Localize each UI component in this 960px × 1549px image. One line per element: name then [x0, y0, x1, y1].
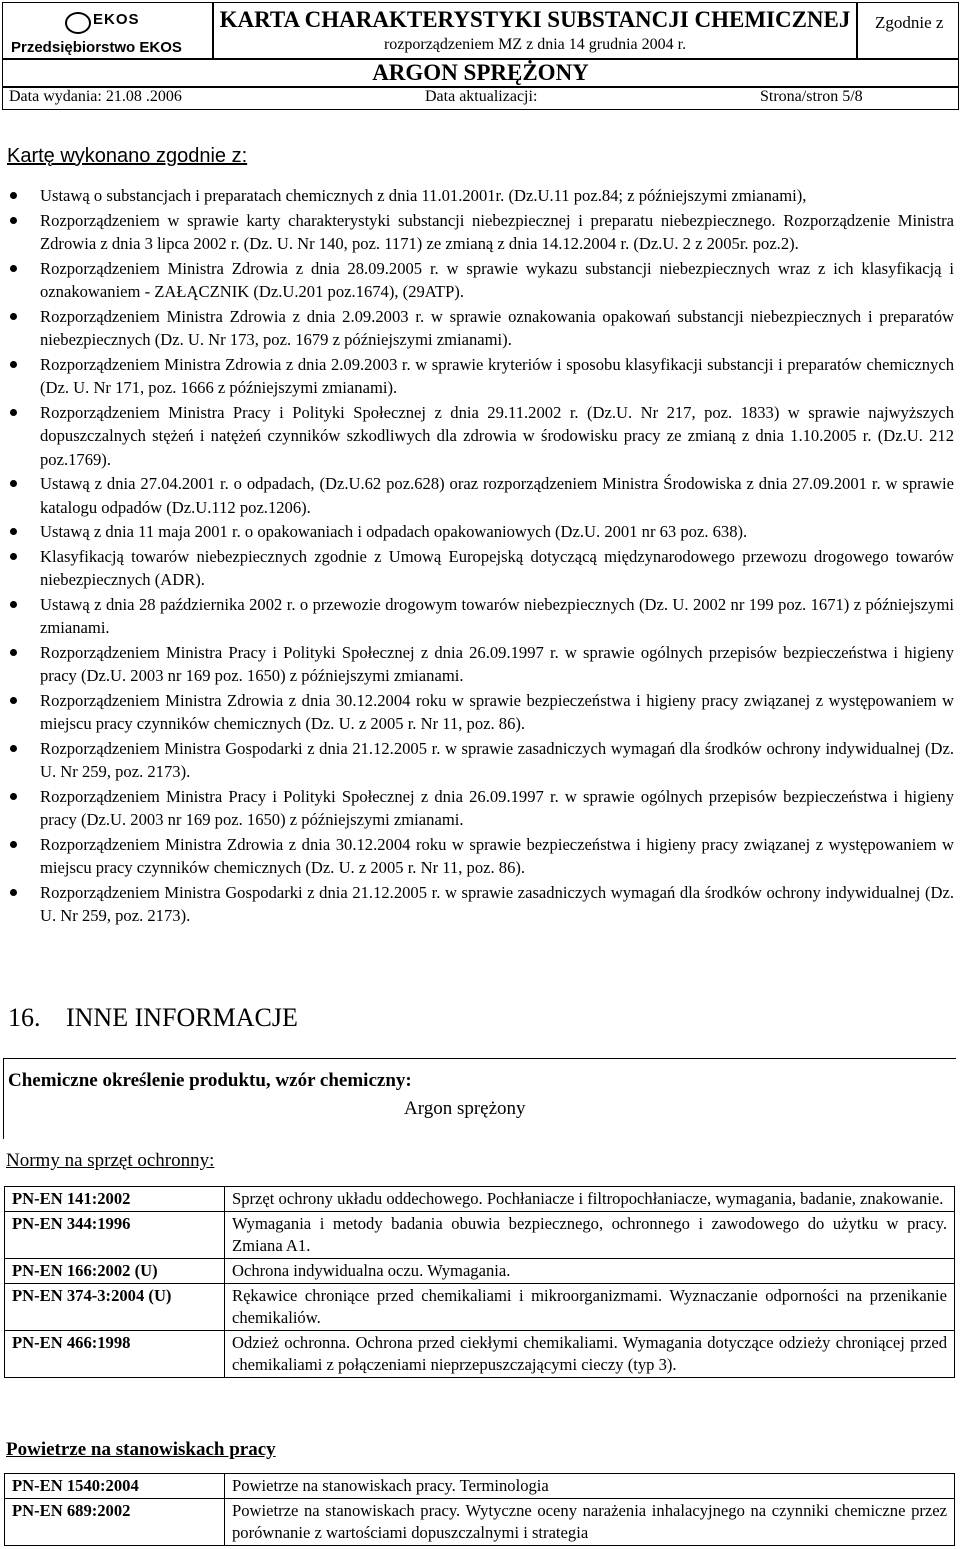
section-title: INNE INFORMACJE: [66, 1003, 298, 1032]
compliance-cell: [856, 2, 959, 60]
legal-basis-text: Rozporządzeniem Ministra Pracy i Polityki Społecznej z dnia 26.09.1997 r. w sprawie ogólnych przepisów bezpieczeństwa i higieny pracy (Dz.U. 2003 nr 169 poz. 1650) z późniejszymi zmianami.: [40, 786, 954, 829]
chemical-identification-label: Chemiczne określenie produktu, wzór chemiczny:: [8, 1070, 412, 1091]
legal-basis-item: [0, 353, 960, 400]
legal-basis-item: [0, 184, 960, 208]
legal-basis-item: [0, 785, 960, 832]
meta-row: [2, 86, 959, 110]
bullet-icon: [10, 480, 17, 487]
bullet-icon: [10, 217, 17, 224]
bullet-icon: [10, 409, 17, 416]
compliance-text: Zgodnie z: [875, 13, 944, 32]
bullet-icon: [10, 793, 17, 800]
workplace-air-heading: Powietrze na stanowiskach pracy: [6, 1439, 276, 1460]
norm-description: Wymagania i metody badania obuwia bezpiecznego, ochronnego i zawodowego do użytku w pracy. Zmiana A1.: [225, 1212, 955, 1259]
bullet-icon: [10, 192, 17, 199]
legal-basis-item: [0, 305, 960, 352]
norm-code: PN-EN 466:1998: [5, 1331, 225, 1378]
bullet-icon: [10, 697, 17, 704]
bullet-icon: [10, 265, 17, 272]
document-title: KARTA CHARAKTERYSTYKI SUBSTANCJI CHEMICZNEJ: [219, 7, 851, 32]
ekos-logo: [65, 9, 143, 33]
company-name: Przedsiębiorstwo EKOS: [11, 39, 182, 56]
logo-text: EKOS: [93, 11, 140, 28]
protective-norms-heading: Normy na sprzęt ochronny:: [6, 1150, 215, 1171]
legal-basis-text: Rozporządzeniem Ministra Zdrowia z dnia 30.12.2004 roku w sprawie bezpieczeństwa i higieny pracy związanej z występowaniem w miejscu pracy czynników chemicznych (Dz. U. z 2005 r. Nr 11, poz. 86).: [40, 690, 954, 733]
legal-basis-item: [0, 209, 960, 256]
norm-description: Odzież ochronna. Ochrona przed ciekłymi chemikaliami. Wymagania dotyczące odzieży chroniącej przed chemikaliami z połączeniami nieprzepuszczającymi cieczy (typ 3).: [225, 1331, 955, 1378]
norm-description: Sprzęt ochrony układu oddechowego. Pochłaniacze i filtropochłaniacze, wymagania, badanie, znakowanie.: [225, 1187, 955, 1212]
legal-basis-item: [0, 689, 960, 736]
legal-basis-item: [0, 593, 960, 640]
norm-description: Rękawice chroniące przed chemikaliami i mikroorganizmami. Wyznaczanie odporności na przenikanie chemikaliów.: [225, 1284, 955, 1331]
norm-code: PN-EN 166:2002 (U): [5, 1259, 225, 1284]
page-number: Strona/stron 5/8: [760, 88, 863, 105]
section-number: 16.: [8, 1003, 41, 1032]
norm-row: [5, 1284, 955, 1331]
norm-row: [5, 1331, 955, 1378]
legal-basis-text: Klasyfikacją towarów niebezpiecznych zgodnie z Umową Europejską dotyczącą międzynarodowego przewozu drogowego towarów niebezpiecznych (ADR).: [40, 546, 954, 589]
workplace-air-table: [4, 1473, 955, 1546]
legal-basis-item: [0, 545, 960, 592]
legal-basis-text: Rozporządzeniem Ministra Zdrowia z dnia 2.09.2003 r. w sprawie oznakowania opakowań substancji niebezpiecznych i preparatów niebezpiecznych (Dz. U. Nr 173, poz. 1679 z późniejszymi zmianami).: [40, 306, 954, 349]
norm-description: Powietrze na stanowiskach pracy. Terminologia: [225, 1474, 955, 1499]
norm-code: PN-EN 689:2002: [5, 1499, 225, 1546]
product-name: ARGON SPRĘŻONY: [372, 60, 589, 85]
norm-code: PN-EN 374-3:2004 (U): [5, 1284, 225, 1331]
document-subtitle: rozporządzeniem MZ z dnia 14 grudnia 2004 r.: [383, 36, 687, 53]
section-16-heading: [8, 1003, 298, 1033]
legal-basis-text: Ustawą z dnia 11 maja 2001 r. o opakowaniach i odpadach opakowaniowych (Dz.U. 2001 nr 63 poz. 638).: [40, 522, 748, 541]
update-date: Data aktualizacji:: [425, 88, 538, 105]
legal-basis-text: Rozporządzeniem Ministra Pracy i Polityki Społecznej z dnia 26.09.1997 r. w sprawie ogólnych przepisów bezpieczeństwa i higieny pracy (Dz.U. 2003 nr 169 poz. 1650) z późniejszymi zmianami.: [40, 642, 954, 685]
norm-description: Ochrona indywidualna oczu. Wymagania.: [225, 1259, 955, 1284]
air-norm-row: [5, 1499, 955, 1546]
legal-basis-text: Ustawą z dnia 27.04.2001 r. o odpadach, (Dz.U.62 poz.628) oraz rozporządzeniem Ministra Środowiska z dnia 27.09.2001 r. w sprawie katalogu odpadów (Dz.U.112 poz.1206).: [40, 474, 954, 517]
bullet-icon: [10, 889, 17, 896]
product-cell: [2, 58, 959, 88]
norm-code: PN-EN 344:1996: [5, 1212, 225, 1259]
legal-basis-item: [0, 401, 960, 472]
title-cell: [212, 2, 858, 60]
company-cell: [2, 2, 214, 60]
bullet-icon: [10, 649, 17, 656]
norm-description: Powietrze na stanowiskach pracy. Wytyczne oceny narażenia inhalacyjnego na czynniki chemiczne przez porównanie z wartościami dopuszczalnymi i strategia: [225, 1499, 955, 1546]
legal-basis-item: [0, 737, 960, 784]
legal-basis-heading: Kartę wykonano zgodnie z:: [7, 145, 248, 167]
bullet-icon: [10, 745, 17, 752]
bullet-icon: [10, 528, 17, 535]
chemical-identification-value: Argon sprężony: [404, 1098, 526, 1119]
bullet-icon: [10, 601, 17, 608]
document-header: [0, 0, 960, 110]
norm-code: PN-EN 141:2002: [5, 1187, 225, 1212]
logo-oval-icon: [65, 12, 91, 34]
legal-basis-item: [0, 641, 960, 688]
norm-row: [5, 1212, 955, 1259]
bullet-icon: [10, 841, 17, 848]
protective-norms-table: [4, 1186, 955, 1378]
bullet-icon: [10, 313, 17, 320]
legal-basis-item: [0, 520, 960, 544]
bullet-icon: [10, 553, 17, 560]
legal-basis-item: [0, 257, 960, 304]
norm-row: [5, 1187, 955, 1212]
legal-basis-item: [0, 833, 960, 880]
legal-basis-list: [0, 184, 960, 929]
legal-basis-item: [0, 881, 960, 928]
legal-basis-text: Rozporządzeniem Ministra Zdrowia z dnia 30.12.2004 roku w sprawie bezpieczeństwa i higieny pracy związanej z występowaniem w miejscu pracy czynników chemicznych (Dz. U. z 2005 r. Nr 11, poz. 86).: [40, 834, 954, 877]
norm-row: [5, 1259, 955, 1284]
legal-basis-text: Ustawą z dnia 28 października 2002 r. o przewozie drogowym towarów niebezpiecznych (Dz. U. 2002 nr 199 poz. 1671) z późniejszymi zmianami.: [40, 594, 954, 637]
bullet-icon: [10, 361, 17, 368]
legal-basis-text: Rozporządzeniem Ministra Gospodarki z dnia 21.12.2005 r. w sprawie zasadniczych wymagań dla środków ochrony indywidualnej (Dz. U. Nr 259, poz. 2173).: [40, 738, 954, 781]
legal-basis-item: [0, 472, 960, 519]
legal-basis-text: Rozporządzeniem w sprawie karty charakterystyki substancji niebezpiecznej i preparatu niebezpiecznego. Rozporządzenie Ministra Zdrowia z dnia 3 lipca 2002 r. (Dz. U. Nr 140, poz. 1171) ze zmianą z dnia 14.12.2004 r. (Dz.U. 2 z 2005r. poz.2).: [40, 210, 954, 253]
issue-date: Data wydania: 21.08 .2006: [9, 88, 182, 105]
legal-basis-text: Rozporządzeniem Ministra Gospodarki z dnia 21.12.2005 r. w sprawie zasadniczych wymagań dla środków ochrony indywidualnej (Dz. U. Nr 259, poz. 2173).: [40, 882, 954, 925]
norm-code: PN-EN 1540:2004: [5, 1474, 225, 1499]
legal-basis-text: Rozporządzeniem Ministra Pracy i Polityki Społecznej z dnia 29.11.2002 r. (Dz.U. Nr 217, poz. 1833) w sprawie najwyższych dopuszczalnych stężeń i natężeń czynników szkodliwych dla zdrowia w środowisku pracy ze zmianą z dnia 1.10.2005 r. (Dz.U. 212 poz.1769).: [40, 402, 954, 469]
legal-basis-text: Rozporządzeniem Ministra Zdrowia z dnia 28.09.2005 r. w sprawie wykazu substancji niebezpiecznych wraz z ich klasyfikacją i oznakowaniem - ZAŁĄCZNIK (Dz.U.201 poz.1674), (29ATP).: [40, 258, 954, 301]
legal-basis-text: Rozporządzeniem Ministra Zdrowia z dnia 2.09.2003 r. w sprawie kryteriów i sposobu klasyfikacji substancji i preparatów chemicznych (Dz. U. Nr 171, poz. 1666 z późniejszymi zmianami).: [40, 354, 954, 397]
legal-basis-text: Ustawą o substancjach i preparatach chemicznych z dnia 11.01.2001r. (Dz.U.11 poz.84; z późniejszymi zmianami),: [40, 186, 807, 205]
air-norm-row: [5, 1474, 955, 1499]
